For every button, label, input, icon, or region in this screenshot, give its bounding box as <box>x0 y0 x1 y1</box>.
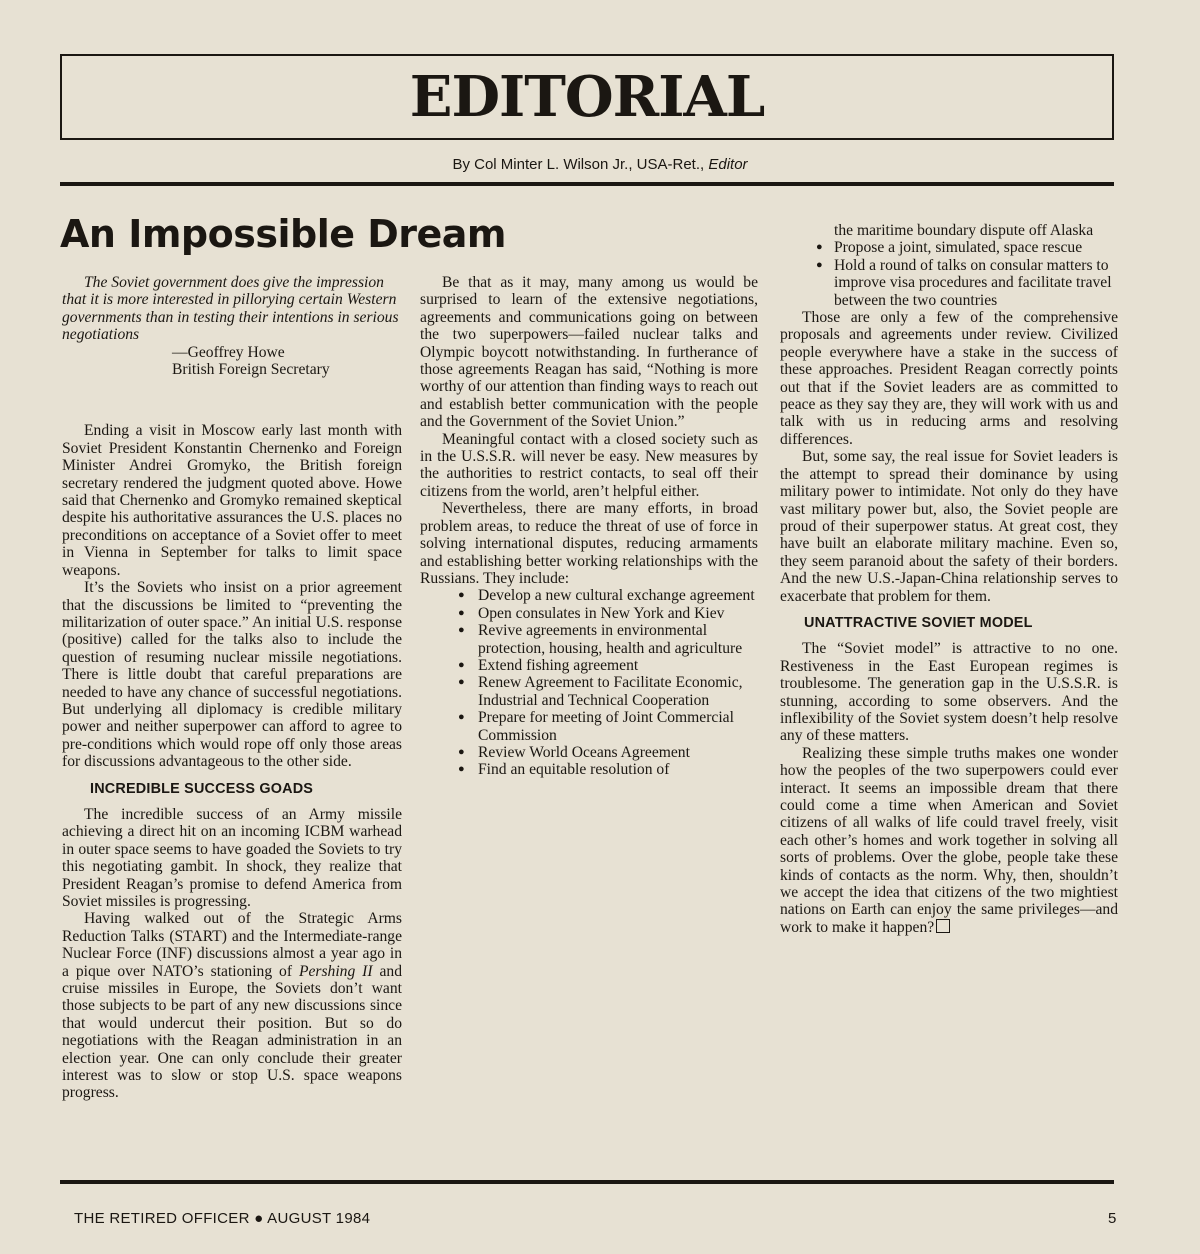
paragraph-2: It’s the Soviets who insist on a prior agreement that the discussions be limited to “preventing the militarization of outer space.” An initial U.S. response (positive) called for the talks also to include the question of resuming nuclear missile negotiations. There is little doubt that careful preparations are needed to have any chance of successful negotiations. But underlying all diplomacy is credible military power and neither superpower can afford to agree to pre-conditions which would rope off only those areas for discussions advantageous to the other side. <box>62 579 402 771</box>
paragraph-5: Be that as it may, many among us would be surprised to learn of the extensive negotiations, agreements and communications going on between the two superpowers—failed nuclear talks and Olympic boycott notwithstanding. In furtherance of those agreements Reagan has said, “Nothing is more worthy of our attention than finding ways to reach out and establish better communication with the people and the Government of the Soviet Union.” <box>420 274 758 431</box>
paragraph-4-rest: and cruise missiles in Europe, the Soviets don’t want those subjects to be part of any new discussions since that would undercut their position. But so do negotiations with the Reagan administration in an election year. One can only conclude their greater interest was to slow or stop U.S. space weapons progress. <box>62 962 402 1102</box>
bullet-list-col3 <box>780 222 1118 309</box>
attribution-title: British Foreign Secretary <box>172 361 330 379</box>
column-2 <box>420 274 758 779</box>
bullet-item: ● Review World Oceans Agreement <box>456 744 758 761</box>
bullet-list-col2 <box>420 587 758 778</box>
bottom-rule <box>60 1180 1114 1184</box>
end-mark-icon <box>936 919 950 933</box>
bullet-continuation: the maritime boundary dispute off Alaska <box>834 222 1094 239</box>
paragraph-4 <box>62 910 402 1101</box>
paragraph-10: The “Soviet model” is attractive to no one. Restiveness in the East European regimes is troublesome. The generation gap in the U.S.S.R. is stunning, according to some observers. And the inflexibility of the Soviet system doesn’t help resolve any of these matters. <box>780 640 1118 745</box>
paragraph-7: Nevertheless, there are many efforts, in broad problem areas, to reduce the threat of use of force in solving international disputes, reducing armaments and establishing better working relationships with the Russians. They include: <box>420 500 758 587</box>
column-3 <box>780 222 1118 936</box>
paragraph-6: Meaningful contact with a closed society such as in the U.S.S.R. will never be easy. New measures by the authorities to restrict contacts, to seal off their citizens from the world, aren’t helpful either. <box>420 430 758 500</box>
epigraph-attribution <box>172 344 402 379</box>
bullet-item: ● Hold a round of talks on consular matters to improve visa procedures and facilitate travel between the two countries <box>814 257 1118 309</box>
byline-text: By Col Minter L. Wilson Jr., USA-Ret., <box>452 156 709 173</box>
footer-publication: THE RETIRED OFFICER ● AUGUST 1984 <box>74 1210 371 1227</box>
paragraph-4-start: Having walked out of the Strategic Arms Reduction Talks (START) and the Intermediate-range Nuclear Force (INF) discussions almost a year ago in a pique over NATO’s stationing of <box>62 910 402 980</box>
subhead-incredible-success: INCREDIBLE SUCCESS GOADS <box>90 780 314 797</box>
byline-role: Editor <box>708 156 748 173</box>
byline <box>0 156 1200 173</box>
bullet-item: ● Propose a joint, simulated, space rescue <box>814 239 1118 256</box>
paragraph-1: Ending a visit in Moscow early last month with Soviet President Konstantin Chernenko and Foreign Minister Andrei Gromyko, the British foreign secretary rendered the judgment quoted above. Howe said that Chernenko and Gromyko remained skeptical despite his authoritative assurances the U.S. places no preconditions on acceptance of a Soviet offer to meet in Vienna in September for talks to limit space weapons. <box>62 422 402 579</box>
epigraph-quote: The Soviet government does give the impression that it is more interested in pillorying certain Western governments than in testing their intentions in serious negotiations <box>62 274 399 344</box>
spacer <box>62 378 402 422</box>
column-1 <box>62 274 402 1102</box>
paragraph-11-text: Realizing these simple truths makes one wonder how the peoples of the two superpowers could ever interact. It seems an impossible dream that there could come a time when American and Soviet citizens of all walks of life could travel freely, visit each other’s homes and work together in solving all sorts of problems. Over the globe, people take these kinds of contacts as the norm. Why, then, shouldn’t we accept the idea that citizens of the two mightiest nations on Earth can enjoy the same privileges—and work to make it happen? <box>780 744 1118 936</box>
bullet-item: ● Renew Agreement to Facilitate Economic, Industrial and Technical Cooperation <box>456 674 758 709</box>
bullet-item: ● Revive agreements in environmental protection, housing, health and agriculture <box>456 622 758 657</box>
bullet-item: ● Develop a new cultural exchange agreement <box>456 587 758 604</box>
paragraph-11 <box>780 745 1118 936</box>
masthead-box <box>60 54 1114 140</box>
paragraph-3: The incredible success of an Army missile achieving a direct hit on an incoming ICBM warhead in outer space seems to have goaded the Soviets to try this negotiating gambit. In shock, they realize that President Reagan’s promise to defend America from Soviet missiles is progressing. <box>62 805 402 910</box>
subhead-unattractive-model: UNATTRACTIVE SOVIET MODEL <box>804 614 1033 631</box>
bullet-item: ● Prepare for meeting of Joint Commercial Commission <box>456 709 758 744</box>
paragraph-4-italic: Pershing II <box>298 962 373 980</box>
paragraph-8: Those are only a few of the comprehensive proposals and agreements under review. Civilized people everywhere have a stake in the success of these approaches. President Reagan correctly points out that if the Soviet leaders are as committed to peace as they say they are, they will work with us and talk with us in reducing arms and resolving differences. <box>780 309 1118 448</box>
bullet-item: ● Extend fishing agreement <box>456 657 758 674</box>
bullet-item: ● Find an equitable resolution of <box>456 761 758 778</box>
paragraph-9: But, some say, the real issue for Soviet leaders is the attempt to spread their dominance by using military power to intimidate. Not only do they have vast military power but, also, the Soviet people are proud of their superpower status. At great cost, they have built an elaborate military machine. Even so, they seem paranoid about the safety of their borders. And the new U.S.-Japan-China relationship serves to exacerbate that problem for them. <box>780 448 1118 605</box>
masthead-title: EDITORIAL <box>409 64 765 130</box>
attribution-name: —Geoffrey Howe <box>172 343 285 361</box>
article-headline: An Impossible Dream <box>60 212 507 256</box>
top-rule <box>60 182 1114 186</box>
footer-page-number: 5 <box>1108 1210 1117 1227</box>
bullet-item: ● Open consulates in New York and Kiev <box>456 605 758 622</box>
